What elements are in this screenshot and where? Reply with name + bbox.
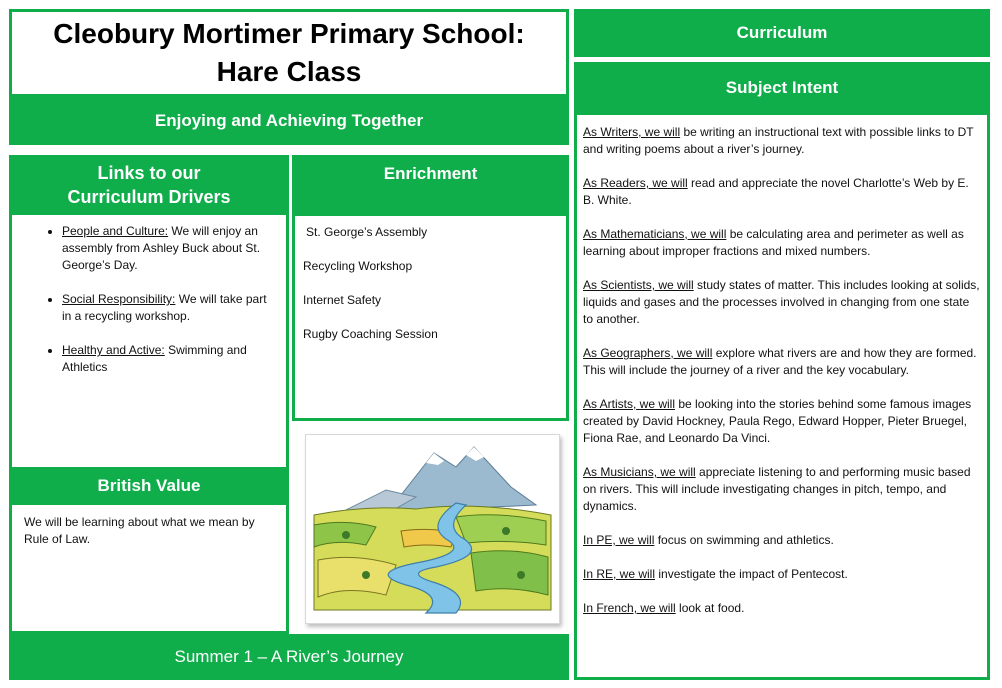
subject-paragraph <box>583 600 981 617</box>
subject-text: be calculating area and perimeter as well as learning about improper fractions and mixed numbers. <box>583 227 964 258</box>
drivers-heading-line-1: Links to our <box>97 163 201 183</box>
drivers-item-label: People and Culture: <box>62 224 169 238</box>
title-line-1: Cleobury Mortimer Primary School: <box>53 18 525 49</box>
drivers-heading <box>9 155 289 215</box>
drivers-item-text: We will take part in a recycling workshop. <box>62 292 267 323</box>
subject-paragraph <box>583 226 981 260</box>
subject-lead: As Scientists, we will <box>583 278 694 292</box>
subject-paragraph <box>583 396 981 447</box>
subject-lead: In PE, we will <box>583 533 655 547</box>
subject-lead: As Artists, we will <box>583 397 676 411</box>
drivers-item-label: Social Responsibility: <box>62 292 176 306</box>
term-footer: Summer 1 – A River’s Journey <box>9 634 569 680</box>
page-title <box>9 9 569 97</box>
subject-intent-heading: Subject Intent <box>574 62 990 114</box>
drivers-item-label: Healthy and Active: <box>62 343 165 357</box>
drivers-heading-line-2: Curriculum Drivers <box>67 187 231 207</box>
title-line-2: Hare Class <box>216 56 362 87</box>
subject-text: look at food. <box>675 601 745 615</box>
subject-text: be writing an instructional text with possible links to DT and writing poems about a river’s journey. <box>583 125 974 156</box>
subject-paragraph <box>583 566 981 583</box>
subject-text: appreciate listening to and performing music based on rivers. This will include investigating changes in pitch, tempo, and dynamics. <box>583 465 971 513</box>
drivers-item <box>62 223 276 274</box>
river-landscape-image <box>305 434 560 624</box>
subject-paragraph <box>583 464 981 515</box>
subject-lead: In French, we will <box>583 601 676 615</box>
enrichment-item: Recycling Workshop <box>303 259 413 273</box>
subject-lead: As Musicians, we will <box>583 465 696 479</box>
river-illustration-svg <box>306 435 559 623</box>
drivers-panel <box>9 212 289 470</box>
subject-intent-panel <box>574 112 990 680</box>
subject-paragraph <box>583 175 981 209</box>
subject-text: investigate the impact of Pentecost. <box>655 567 848 581</box>
subject-paragraph <box>583 277 981 328</box>
enrichment-heading: Enrichment <box>292 155 569 213</box>
subject-paragraph <box>583 532 981 549</box>
subject-lead: As Geographers, we will <box>583 346 713 360</box>
subject-paragraph <box>583 124 981 158</box>
curriculum-heading: Curriculum <box>574 9 990 57</box>
enrichment-item: Internet Safety <box>303 293 382 307</box>
drivers-item-text: We will enjoy an assembly from Ashley Buck about St. George’s Day. <box>62 224 261 272</box>
subject-lead: As Writers, we will <box>583 125 681 139</box>
subject-text: read and appreciate the novel Charlotte’s Web by E. B. White. <box>583 176 969 207</box>
subject-text: explore what rivers are and how they are formed. This will include the journey of a river and the key vocabulary. <box>583 346 977 377</box>
subject-lead: As Readers, we will <box>583 176 688 190</box>
subject-text: study states of matter. This includes looking at solids, liquids and gases and the processes involved in changing from one state to another. <box>583 278 980 326</box>
enrichment-item: Rugby Coaching Session <box>303 327 438 341</box>
british-value-text: We will be learning about what we mean by Rule of Law. <box>9 502 289 634</box>
drivers-list <box>22 223 276 376</box>
subject-lead: As Mathematicians, we will <box>583 227 727 241</box>
subject-text: be looking into the stories behind some famous images created by David Hockney, Paula Rego, Edward Hopper, Pieter Bruegel, Fiona Rae, and Leonardo Da Vinci. <box>583 397 972 445</box>
enrichment-panel <box>292 213 569 421</box>
subject-lead: In RE, we will <box>583 567 656 581</box>
subject-paragraph <box>583 345 981 379</box>
motto-banner: Enjoying and Achieving Together <box>9 97 569 145</box>
subject-text: focus on swimming and athletics. <box>654 533 834 547</box>
british-value-heading: British Value <box>9 468 289 504</box>
enrichment-item: St. George’s Assembly <box>306 225 428 239</box>
drivers-item <box>62 291 276 325</box>
drivers-item <box>62 342 276 376</box>
drivers-item-text: Swimming and Athletics <box>62 343 247 374</box>
